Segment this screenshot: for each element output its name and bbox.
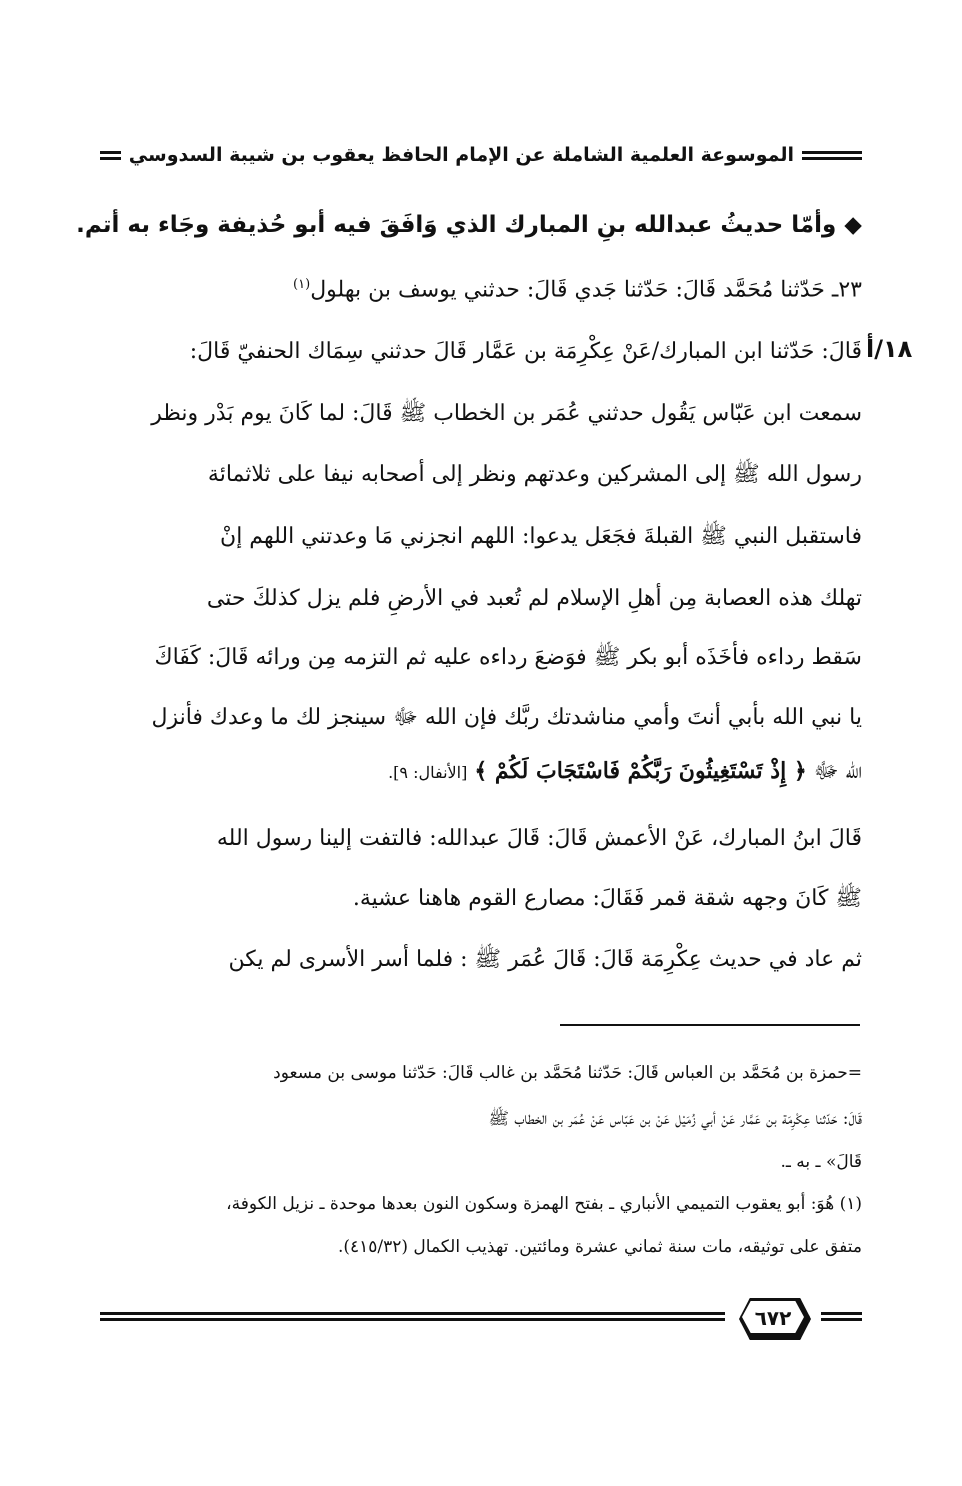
- text-line-1: ٢٣ـ حَدّثنا مُحَمَّد قَالَ: حَدّثنا جَدي قَالَ: حدثني يوسف بن بهلول$^{(١)}$: [293, 277, 862, 303]
- quran-reference: [الأنفال: ٩].: [388, 763, 468, 782]
- page-number-badge: [725, 1298, 821, 1338]
- text-line-3: سمعت ابن عَبّاس يَقُول حدثني عُمَر بن الخطاب ﷺ قَالَ: لما كَانَ يوم بَدْر ونظر: [151, 401, 862, 426]
- page-footer: [100, 1298, 862, 1342]
- text-line-8: يا نبي الله بأبي أنتَ وأمي مناشدتك ربَّك فإن الله ﷻ سينجز لك ما وعدك فأنزل: [151, 705, 862, 730]
- text-line-7: سَقط رداءه فأخَذَه أبو بكر ﷺ فوَضعَ رداءه عليه ثم التزمه مِن ورائه قَالَ: كَفَاكَ: [154, 645, 862, 670]
- para2-line-2: ﷺ كَانَ وجهه شقة قمر فَقَالَ: مصارع القوم هاهنا عشية.: [352, 886, 862, 911]
- text-line-6: تهلك هذه العصابة مِن أهلِ الإسلام لم تُعبد في الأرضِ فلم يزل كذلكَ حتى: [206, 586, 862, 611]
- quran-line: [100, 760, 862, 783]
- text-line-5: فاستقبل النبي ﷺ القبلةَ فجَعَل يدعوا: اللهم انجزني مَا وعدتني اللهم إنْ: [220, 524, 862, 549]
- footnote-1-line-1: (١) هُوَ: أبو يعقوب التميمي الأنباري ـ بفتح الهمزة وسكون النون بعدها موحدة ـ نزيل الكوفة،: [226, 1194, 862, 1214]
- section-heading: ◆ وأمّا حديثُ عبدالله بنِ المبارك الذي وَافَقَ فيه أبو حُذيفة وجَاء به أتم.: [76, 212, 862, 238]
- footnote-cont-line-2: قَالَ: حَدّثنا عِكْرِمَة بن عَمَّار عَنْ أبي زُمَيْل عَنْ بن عَبّاس عَنْ عُمَر بن الخطاب ﷺ: [488, 1109, 862, 1129]
- page-number: ٦٧٢: [754, 1306, 792, 1330]
- footnote-cont-line-3: قَالَ» ـ به ـ.: [780, 1152, 862, 1172]
- footnote-1-line-2: متفق على توثيقه، مات سنة ثماني عشرة ومائتين. تهذيب الكمال (٤١٥/٣٢).: [337, 1237, 862, 1257]
- quran-verse: ﴿ إِذْ تَسْتَغِيثُونَ رَبَّكُمْ فَاسْتَجَابَ لَكُمْ ﴾: [474, 758, 807, 784]
- header-rule-right: [802, 151, 862, 160]
- header-rule-left: [100, 151, 121, 160]
- text-line-2: قَالَ: حَدّثنا ابن المبارك/عَنْ عِكْرِمَة بن عَمَّار قَالَ حدثني سِمَاك الحنفيّ قَالَ:: [189, 339, 862, 364]
- text-line-4: رسول الله ﷺ إلى المشركين وعدتهم ونظر إلى أصحابه نيفا على ثلاثمائة: [207, 462, 862, 487]
- footnote-cont-line-1: =حمزة بن مُحَمَّد بن العباس قَالَ: حَدّثنا مُحَمَّد بن غالب قَالَ: حَدّثنا موسى بن مسعود: [273, 1063, 862, 1083]
- footnote-ref: (١): [293, 277, 311, 292]
- header-title: الموسوعة العلمية الشاملة عن الإمام الحافظ يعقوب بن شيبة السدوسي: [128, 144, 794, 166]
- para3-line-1: ثم عاد في حديث عِكْرِمَة قَالَ: قَالَ عُمَر ﷺ : فلما أسر الأسرى لم يكن: [228, 947, 862, 972]
- para2-line-1: قَالَ ابنُ المبارك، عَنْ الأعمش قَالَ: قَالَ عبدالله: فالتفت إلينا رسول الله: [216, 826, 862, 851]
- footnote-separator: [560, 1024, 860, 1026]
- quran-prefix: الله ﷻ: [813, 759, 862, 784]
- running-header: [100, 140, 862, 170]
- manuscript-folio-marker: ١٨/أ: [866, 335, 913, 363]
